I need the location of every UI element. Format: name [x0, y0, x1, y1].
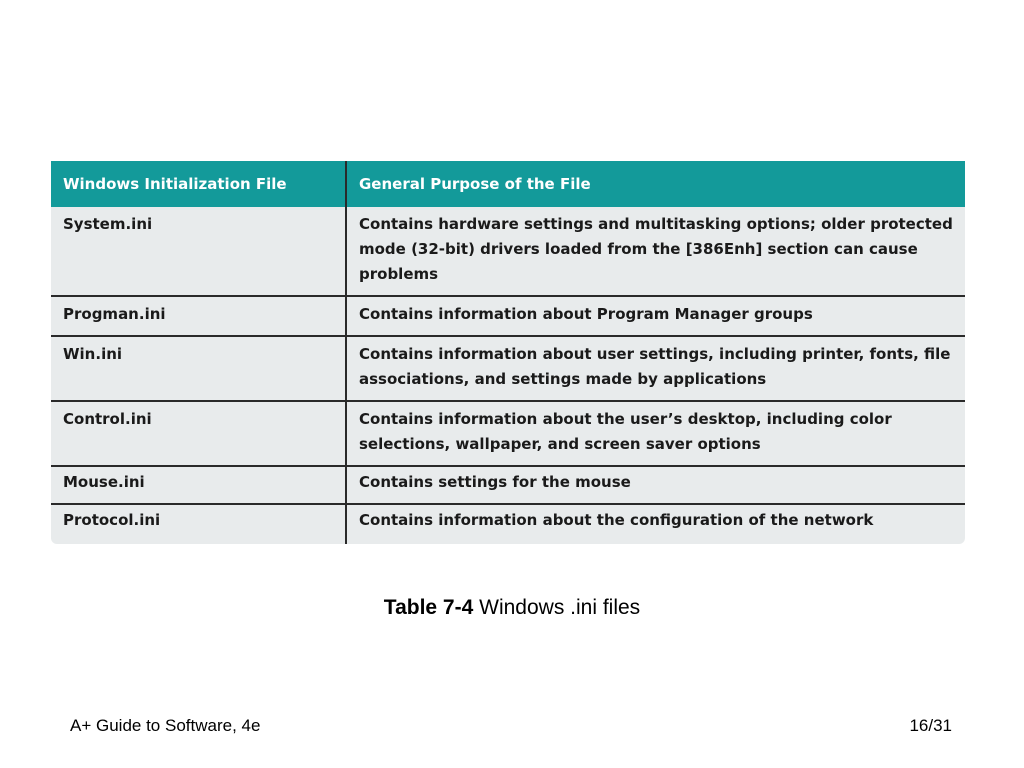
purpose-cell: Contains information about user settings, including printer, fonts, file associations, and settings made by applications — [346, 336, 965, 401]
file-name-cell: Mouse.ini — [51, 466, 346, 504]
caption-text: Windows .ini files — [479, 596, 641, 619]
table-row — [51, 336, 965, 401]
purpose-cell: Contains information about Program Manager groups — [346, 296, 965, 336]
header-general-purpose: General Purpose of the File — [346, 161, 965, 207]
table-header-row — [51, 161, 965, 207]
purpose-cell: Contains information about the user’s desktop, including color selections, wallpaper, and screen saver options — [346, 401, 965, 466]
file-name-cell: Progman.ini — [51, 296, 346, 336]
footer-page-number: 16/31 — [909, 716, 952, 735]
table-row — [51, 207, 965, 296]
table-row — [51, 296, 965, 336]
footer-book-title: A+ Guide to Software, 4e — [70, 716, 261, 735]
table-caption — [0, 596, 1024, 620]
table-row — [51, 466, 965, 504]
file-name-cell: Win.ini — [51, 336, 346, 401]
table-row — [51, 504, 965, 544]
table-row — [51, 401, 965, 466]
ini-files-table-container — [51, 161, 965, 544]
file-name-cell: Control.ini — [51, 401, 346, 466]
header-initialization-file: Windows Initialization File — [51, 161, 346, 207]
purpose-cell: Contains settings for the mouse — [346, 466, 965, 504]
ini-files-table — [51, 161, 965, 544]
purpose-cell: Contains information about the configuration of the network — [346, 504, 965, 544]
purpose-cell: Contains hardware settings and multitasking options; older protected mode (32-bit) drivers loaded from the [386Enh] section can cause problems — [359, 215, 953, 283]
caption-label: Table 7-4 — [383, 596, 474, 619]
file-name-cell: Protocol.ini — [51, 504, 346, 544]
file-name-cell: System.ini — [51, 207, 346, 296]
